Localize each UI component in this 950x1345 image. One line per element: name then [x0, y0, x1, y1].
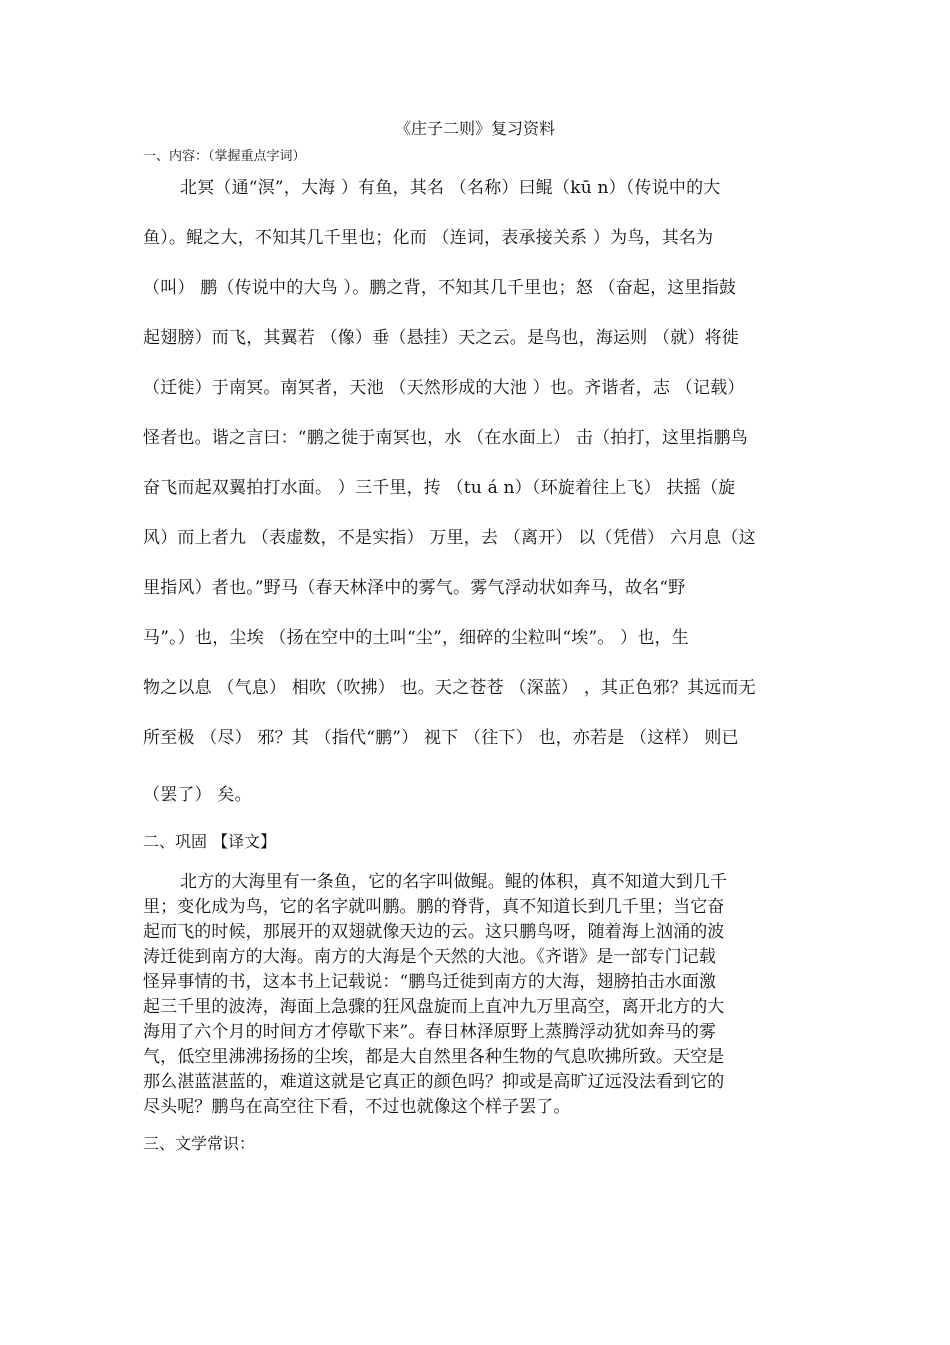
translation-line: 起三千里的波涛，海面上急骤的狂风盘旋而上直冲九万里高空，离开北方的大	[143, 997, 725, 1017]
annotated-line: （迁徙）于南冥。南冥者，天池 （天然形成的大池 ）也。齐谐者，志 （记载）	[143, 378, 745, 398]
annotated-line: 马”。）也，尘埃 （扬在空中的土叫“尘”，细碎的尘粒叫“埃”。 ）也，生	[143, 628, 689, 648]
annotated-line: 起翅膀）而飞，其翼若 （像）垂（悬挂）天之云。是鸟也，海运则 （就）将徙	[143, 328, 740, 348]
translation-line: 北方的大海里有一条鱼，它的名字叫做鲲。鲲的体积，真不知道大到几千	[180, 872, 728, 892]
translation-line: 那么湛蓝湛蓝的，难道这就是它真正的颜色吗？抑或是高旷辽远没法看到它的	[143, 1072, 725, 1092]
document-title: 《庄子二则》复习资料	[394, 119, 555, 138]
translation-line: 怪异事情的书，这本书上记载说：“鹏鸟迁徙到南方的大海，翅膀拍击水面激	[143, 972, 717, 992]
translation-line: 里；变化成为鸟，它的名字就叫鹏。鹏的脊背，真不知道长到几千里；当它奋	[143, 897, 725, 917]
translation-line: 海用了六个月的时间方才停歇下来”。春日林泽原野上蒸腾浮动犹如奔马的雾	[143, 1022, 717, 1042]
annotated-line: 里指风）者也。”野马（春天林泽中的雾气。雾气浮动状如奔马，故名“野	[143, 578, 686, 598]
section2-heading: 二、巩固 【译文】	[143, 832, 277, 851]
annotated-line: （罢了） 矣。	[143, 785, 252, 805]
annotated-line: 怪者也。谐之言曰：“鹏之徙于南冥也，水 （在水面上） 击（拍打，这里指鹏鸟	[143, 428, 748, 448]
translation-line: 起而飞的时候，那展开的双翅就像天边的云。这只鹏鸟呀，随着海上汹涌的波	[143, 922, 725, 942]
translation-line: 涛迁徙到南方的大海。南方的大海是个天然的大池。《齐谐》是一部专门记载	[143, 947, 716, 967]
section1-heading: 一、内容：（掌握重点字词）	[143, 149, 306, 164]
translation-line: 尽头呢？鹏鸟在高空往下看，不过也就像这个样子罢了。	[143, 1097, 571, 1117]
annotated-line: 奋飞而起双翼拍打水面。 ）三千里，抟 （tu á n）（环旋着往上飞） 扶摇（旋	[143, 478, 736, 498]
annotated-line: 所至极 （尽） 邪？其 （指代“鹏”） 视下 （往下） 也，亦若是 （这样） 则已	[143, 728, 739, 748]
annotated-line: 物之以息 （气息） 相吹（吹拂） 也。天之苍苍 （深蓝） ，其正色邪？其远而无	[143, 678, 756, 698]
annotated-line: 鱼）。鲲之大，不知其几千里也；化而 （连词，表承接关系 ）为鸟，其名为	[143, 228, 714, 248]
annotated-line: 北冥（通“溟”，大海 ）有鱼，其名 （名称）曰鲲（kū n）（传说中的大	[180, 178, 721, 198]
annotated-line: 风）而上者九 （表虚数，不是实指） 万里，去 （离开） 以（凭借） 六月息（这	[143, 528, 756, 548]
section3-heading: 三、文学常识：	[143, 1134, 256, 1153]
translation-line: 气，低空里沸沸扬扬的尘埃，都是大自然里各种生物的气息吹拂所致。天空是	[143, 1047, 725, 1067]
annotated-line: （叫） 鹏（传说中的大鸟 ）。鹏之背，不知其几千里也；怒 （奋起，这里指鼓	[143, 278, 737, 298]
